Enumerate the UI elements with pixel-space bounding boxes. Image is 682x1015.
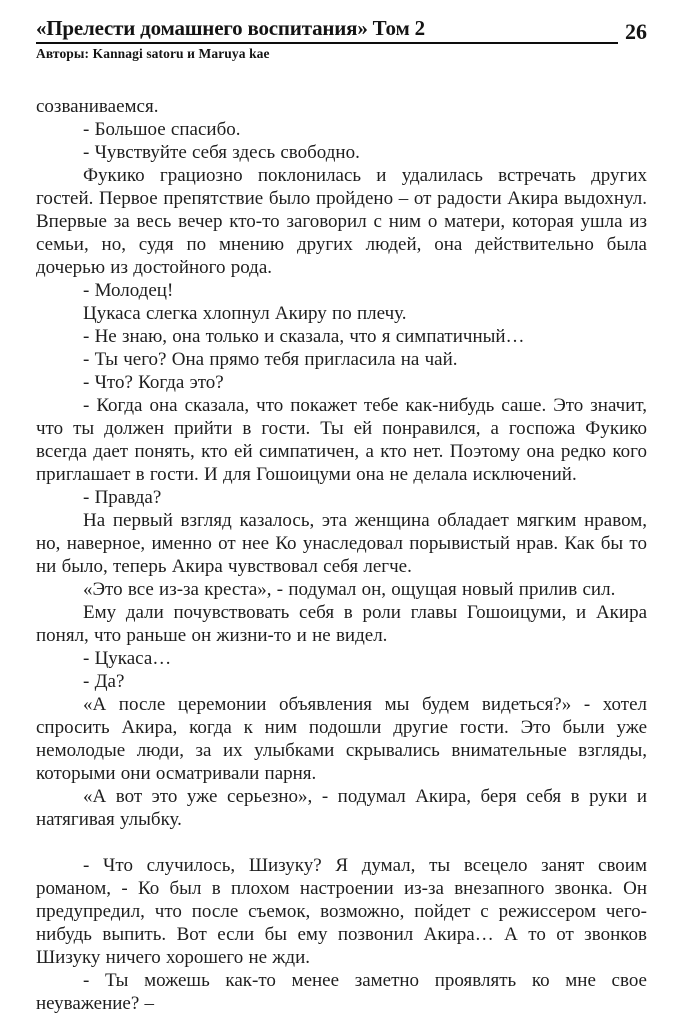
paragraph: - Чувствуйте себя здесь свободно.	[83, 142, 360, 163]
paragraph: «А вот это уже серьезно», - подумал Акира, беря себя в руки и натягивая улыбку.	[36, 786, 647, 830]
paragraph: Ему дали почувствовать себя в роли главы Гошоицуми, и Акира понял, что раньше он жизни-то и не видел.	[36, 602, 647, 646]
page-number: 26	[625, 19, 647, 44]
paragraph: «Это все из-за креста», - подумал он, ощущая новый прилив сил.	[83, 579, 616, 600]
page-header	[36, 16, 647, 44]
paragraph: - Ты можешь как-то менее заметно проявлять ко мне свое неуважение? –	[36, 970, 647, 1014]
paragraph: - Когда она сказала, что покажет тебе как-нибудь саше. Это значит, что ты должен прийти в гости. Ты ей понравился, а госпожа Фукико всегда дает понять, кто ей симпатичен, а кто нет. Поэтому она редко кого приглашает в гости. И для Гошоицуми она не делала исключений.	[36, 395, 647, 485]
paragraph: - Большое спасибо.	[83, 119, 241, 140]
paragraph: «А после церемонии объявления мы будем видеться?» - хотел спросить Акира, когда к ним подошли другие гости. Это были уже немолодые люди, за их улыбками скрывались внимательные взгляды, которыми они осматривали парня.	[36, 694, 647, 784]
paragraph: - Ты чего? Она прямо тебя пригласила на чай.	[83, 349, 458, 370]
header-rule	[36, 16, 618, 44]
paragraph: - Да?	[83, 671, 125, 692]
paragraph: - Правда?	[83, 487, 162, 508]
paragraph: Фукико грациозно поклонилась и удалилась встречать других гостей. Первое препятствие было пройдено – от радости Акира выдохнул. Впервые за весь вечер кто-то заговорил с ним о матери, которая ушла из семьи, но, судя по мнению других людей, она действительно была дочерью из достойного рода.	[36, 165, 647, 278]
paragraph: Цукаса слегка хлопнул Акиру по плечу.	[83, 303, 407, 324]
page-body	[36, 95, 647, 1015]
paragraph: На первый взгляд казалось, эта женщина обладает мягким нравом, но, наверное, именно от нее Ко унаследовал порывистый нрав. Как бы то ни было, теперь Акира чувствовал себя легче.	[36, 510, 647, 577]
document-title: «Прелести домашнего воспитания» Том 2	[36, 16, 425, 40]
paragraph: - Цукаса…	[83, 648, 172, 669]
paragraph: - Не знаю, она только и сказала, что я симпатичный…	[83, 326, 525, 347]
paragraph: - Молодец!	[83, 280, 174, 301]
authors-line: Авторы: Kannagi satoru и Maruya kae	[36, 46, 270, 61]
paragraph: - Что? Когда это?	[83, 372, 224, 393]
paragraph: - Что случилось, Шизуку? Я думал, ты всецело занят своим романом, - Ко был в плохом настроении из-за внезапного звонка. Он предупредил, что после съемок, возможно, пойдет с режиссером чего-нибудь выпить. Вот если бы ему позвонил Акира… А то от звонков Шизуку ничего хорошего не жди.	[36, 855, 647, 968]
paragraph: созваниваемся.	[36, 96, 159, 117]
